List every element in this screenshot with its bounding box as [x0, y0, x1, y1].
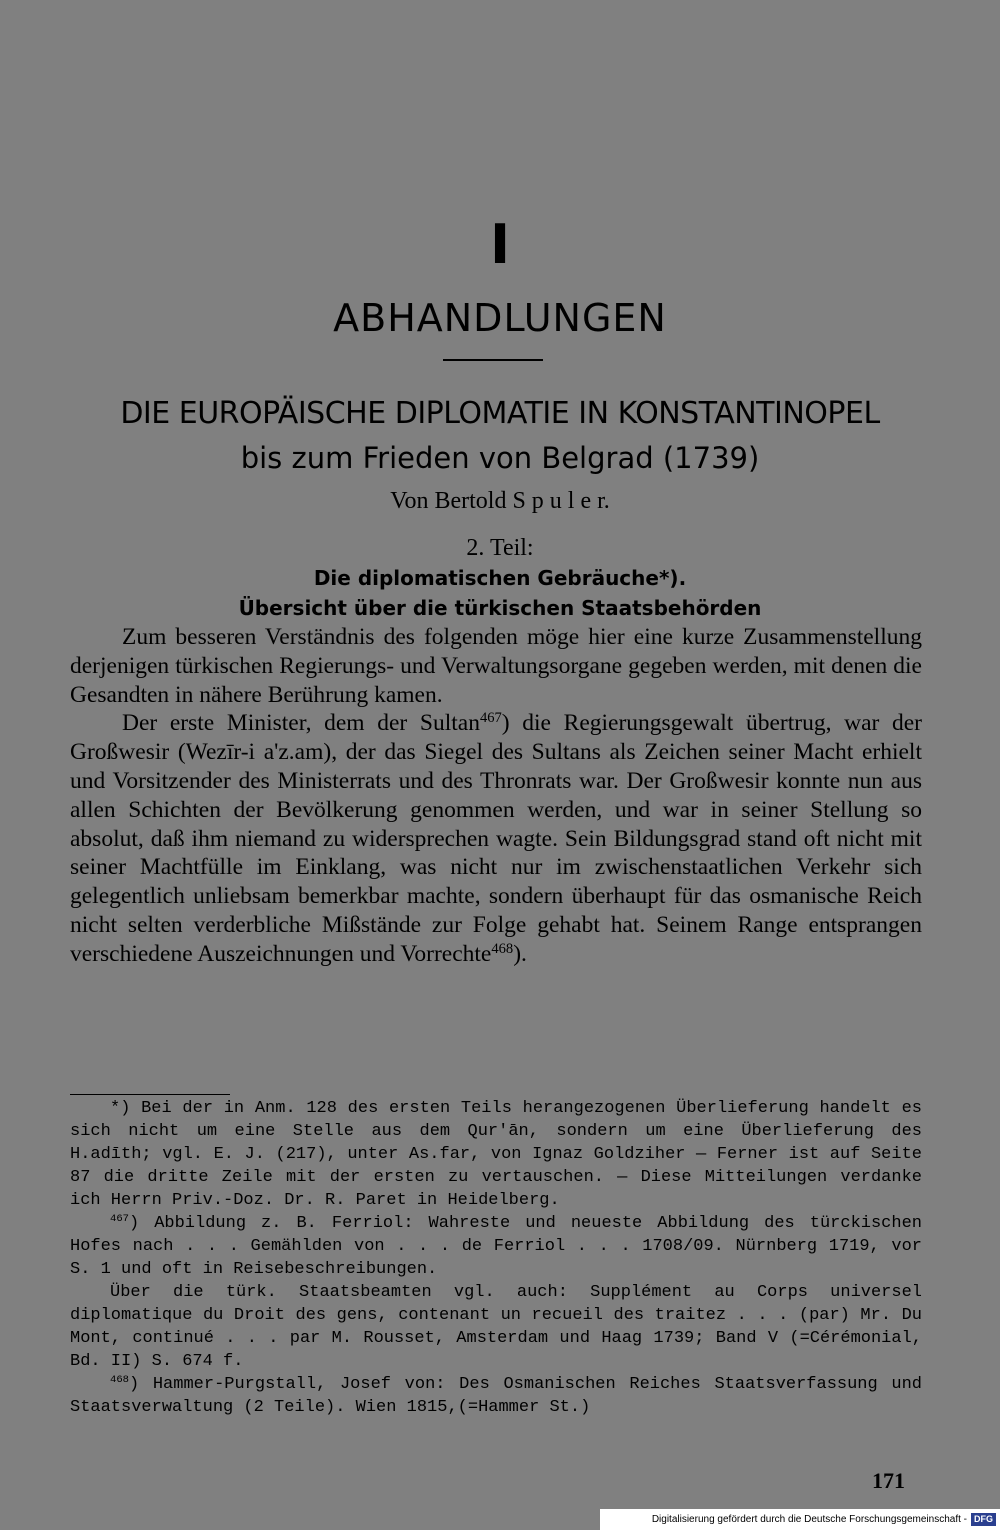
footnote-text: ) Hammer-Purgstall, Josef von: Des Osmanischen Reiches Staatsverfassung und Staatsverwaltung (2 Teile). Wien 1815,(=Hammer St.) — [70, 1375, 922, 1417]
paragraph — [70, 709, 922, 968]
footnote: Über die türk. Staatsbeamten vgl. auch: Supplément au Corps universel diplomatique du Droit des gens, contenant un recueil des traitez . . . (par) Mr. Du Mont, continué . . . par M. Rousset, Amsterdam und Haag 1739; Band V (=Cérémonial, Bd. II) S. 674 f. — [70, 1283, 922, 1371]
page-number: 171 — [872, 1468, 905, 1493]
footnotes — [70, 1097, 922, 1419]
digitization-notice — [600, 1509, 1000, 1530]
paragraph-text: ) die Regierungsgewalt übertrug, war der Großwesir (Wezīr-i a'z.am), der das Siegel des Sultans als Zeichen seiner Macht erhielt und Vorsitzender des Ministerrats und des Thronrats war. Der Großwesir konnte nun aus allen Schichten der Bevölkerung genommen werden, und war in seiner Stellung so absolut, daß ihm niemand zu widersprechen wagte. Sein Bildungsgrad stand oft nicht mit seiner Machtfülle im Einklang, was nicht nur im zwischenstaatlichen Verkehr sich gelegentlich unliebsam bemerkbar machte, sondern überhaupt für das osmanische Reich nicht selten verderbliche Mißstände zur Folge gehabt hat. Seinem Range entsprangen verschiedene Auszeichnungen und Vorrechte — [70, 710, 922, 967]
footnote — [70, 1212, 922, 1281]
footnote: *) Bei der in Anm. 128 des ersten Teils herangezogenen Überlieferung handelt es sich nicht um eine Stelle aus dem Qur'ān, sondern um eine Überlieferung des H.adīth; vgl. E. J. (217), unter As.far, von Ignaz Goldziher — Ferner ist auf Seite 87 die dritte Zeile mit der ersten zu vertauschen. — Diese Mitteilungen verdanke ich Herrn Priv.-Doz. Dr. R. Paret in Heidelberg. — [70, 1099, 922, 1210]
footnote-number: 467 — [110, 1213, 129, 1226]
article-title: DIE EUROPÄISCHE DIPLOMATIE IN KONSTANTINOPEL — [120, 396, 880, 431]
footnote — [70, 1373, 922, 1419]
chapter-roman-numeral: I — [489, 213, 511, 276]
section-title: ABHANDLUNGEN — [333, 296, 667, 340]
footnote-number: 468 — [110, 1374, 129, 1387]
footnote-reference: 468 — [491, 940, 514, 957]
footnote-reference: 467 — [479, 710, 502, 727]
paragraph-text: ). — [513, 940, 527, 967]
body-text — [70, 623, 922, 969]
article-subtitle: bis zum Frieden von Belgrad (1739) — [240, 441, 760, 475]
section-heading: Die diplomatischen Gebräuche*). — [313, 566, 687, 590]
subsection-heading: Übersicht über die türkischen Staatsbehörden — [238, 596, 762, 620]
title-divider — [443, 359, 543, 361]
article-author: Von Bertold S p u l e r. — [390, 488, 610, 514]
paragraph: Zum besseren Verständnis des folgenden möge hier eine kurze Zusammenstellung derjenigen türkischen Regierungs- und Verwaltungsorgane gegeben werden, mit denen die Gesandten in nähere Berührung kamen. — [70, 624, 922, 708]
article-part: 2. Teil: — [466, 535, 534, 561]
footnote-text: ) Abbildung z. B. Ferriol: Wahreste und neueste Abbildung des türckischen Hofes nach . . . Gemählden von . . . de Ferriol . . . 1708/09. Nürnberg 1719, vor S. 1 und oft in Reisebeschreibungen. — [70, 1214, 922, 1279]
digitization-notice-text: Digitalisierung gefördert durch die Deutsche Forschungsgemeinschaft - — [651, 1514, 967, 1525]
paragraph-text: Der erste Minister, dem der Sultan — [122, 710, 480, 737]
footnote-divider — [70, 1094, 230, 1095]
dfg-logo: DFG — [971, 1513, 996, 1526]
